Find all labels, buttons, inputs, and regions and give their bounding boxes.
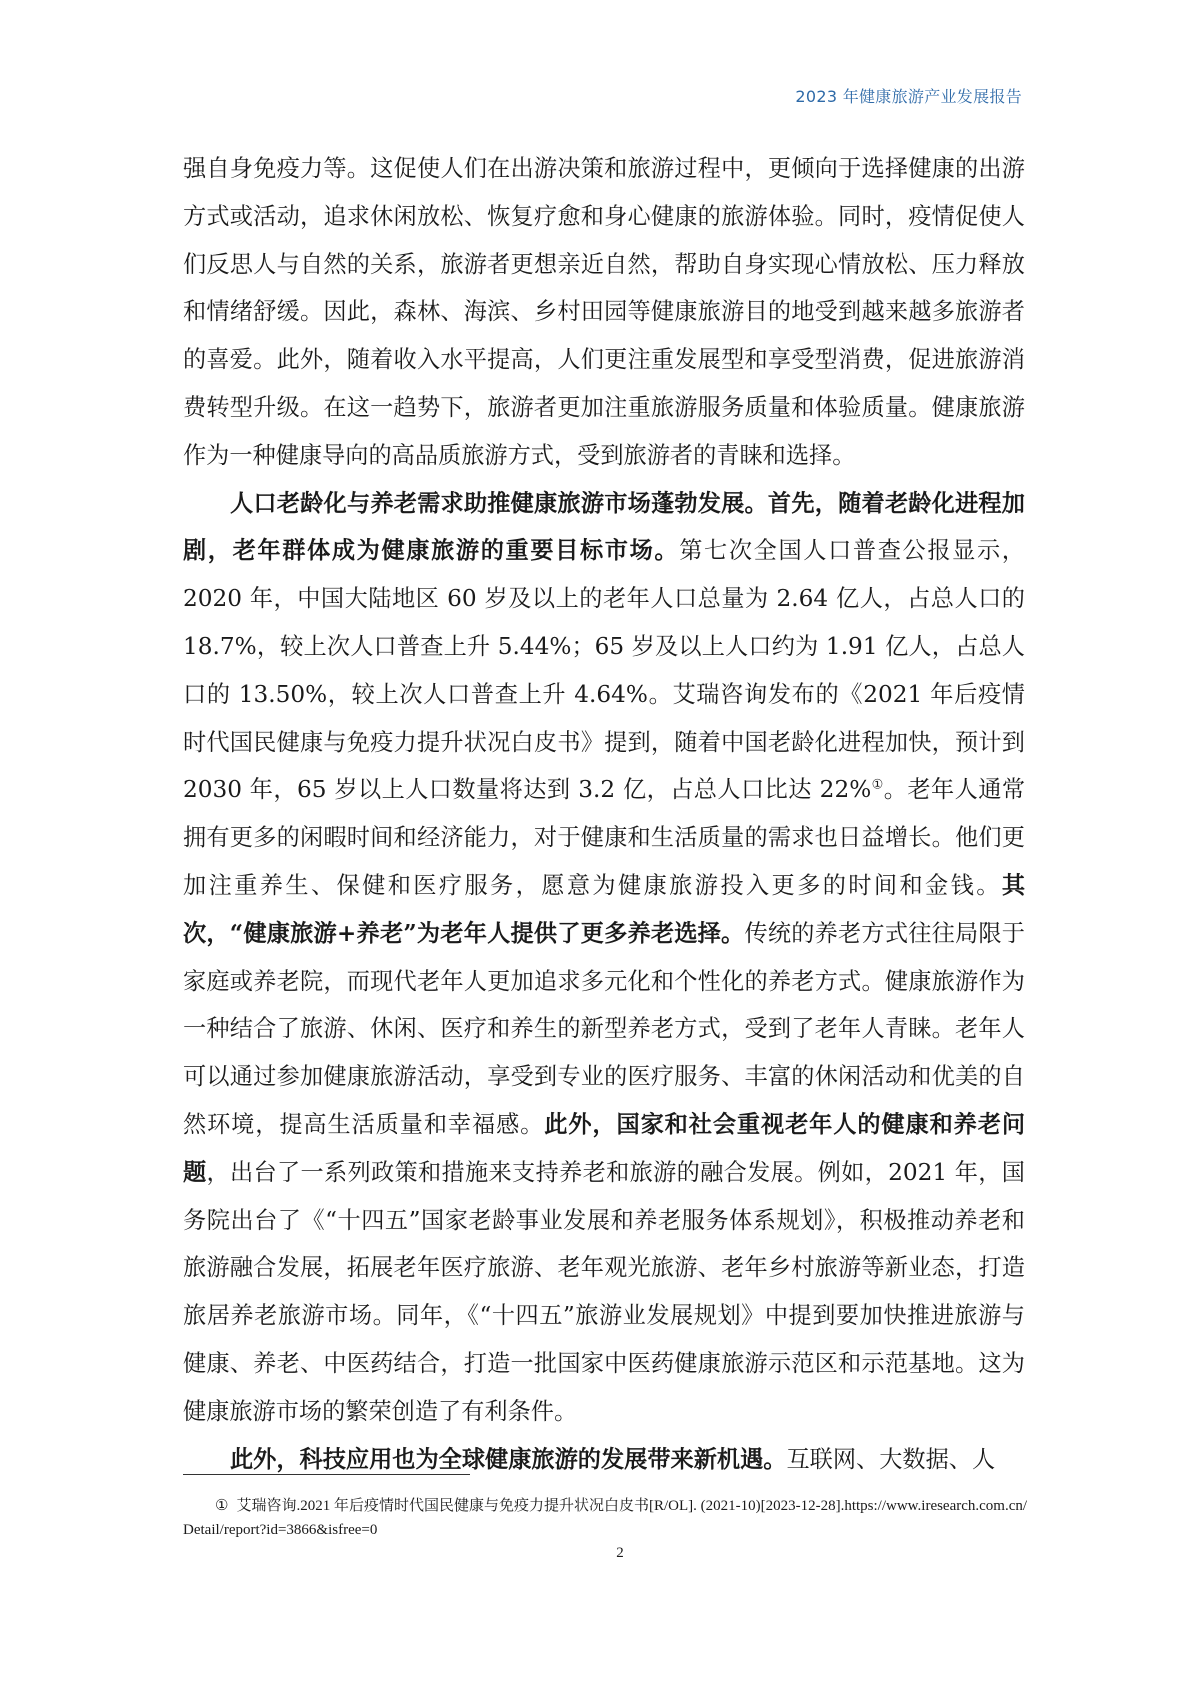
bold-lead-aging: 人口老龄化与养老需求助推健康旅游市场蓬勃发展。首先，随着老龄化进程加剧，老年群体成为健康旅游的重要目标市场。 xyxy=(183,489,1025,565)
footnote xyxy=(183,1494,1028,1542)
text-elderly-needs: 。老年人通常拥有更多的闲暇时间和经济能力，对于健康和生活质量的需求也日益增长。他们更加注重养生、保健和医疗服务，愿意为健康旅游投入更多的时间和金钱。 xyxy=(183,776,1026,899)
bold-lead-elderly-care: 其次，“健康旅游+养老”为老年人提供了更多养老选择。 xyxy=(183,871,1025,947)
body-text xyxy=(183,145,1025,1483)
text-care-options: 传统的养老方式往往局限于家庭或养老院，而现代老年人更加追求多元化和个性化的养老方式。健康旅游作为一种结合了旅游、休闲、医疗和养生的新型养老方式，受到了老年人青睐。老年人可以通过参加健康旅游活动，享受到专业的医疗服务、丰富的休闲活动和优美的自然环境，提高生活质量和幸福感。 xyxy=(183,919,1025,1138)
bold-lead-technology: 此外，科技应用也为全球健康旅游的发展带来新机遇。 xyxy=(230,1445,787,1473)
running-header: 2023 年健康旅游产业发展报告 xyxy=(795,87,1022,106)
footnote-reference[interactable]: ① xyxy=(871,777,884,793)
bold-lead-policy: 此外，国家和社会重视老年人的健康和养老问题 xyxy=(183,1110,1026,1186)
footnote-marker: ① xyxy=(215,1498,229,1514)
footnote-text: 艾瑞咨询.2021 年后疫情时代国民健康与免疫力提升状况白皮书[R/OL]. (2021-10)[2023-12-28].https://www.iresearch.com.cn/Detail/report?id=3866&isfree=0 xyxy=(183,1498,1028,1538)
paragraph-immune-trend: 强自身免疫力等。这促使人们在出游决策和旅游过程中，更倾向于选择健康的出游方式或活动，追求休闲放松、恢复疗愈和身心健康的旅游体验。同时，疫情促使人们反思人与自然的关系，旅游者更想亲近自然，帮助自身实现心情放松、压力释放和情绪舒缓。因此，森林、海滨、乡村田园等健康旅游目的地受到越来越多旅游者的喜爱。此外，随着收入水平提高，人们更注重发展型和享受型消费，促进旅游消费转型升级。在这一趋势下，旅游者更加注重旅游服务质量和体验质量。健康旅游作为一种健康导向的高品质旅游方式，受到旅游者的青睐和选择。 xyxy=(183,155,1025,469)
paragraph-aging-population xyxy=(183,480,1025,1436)
paragraph-technology xyxy=(183,1436,1025,1484)
page-number: 2 xyxy=(616,1545,624,1561)
text-technology: 互联网、大数据、人 xyxy=(786,1445,996,1473)
footnote-divider xyxy=(183,1474,470,1475)
text-census-data: 第七次全国人口普查公报显示，2020 年，中国大陆地区 60 岁及以上的老年人口总量为 2.64 亿人，占总人口的 18.7%，较上次人口普查上升 5.44%；65 岁及以上人口约为 1.91 亿人，占总人口的 13.50%，较上次人口普查上升 4.64%。艾瑞咨询发布的《2021 年后疫情时代国民健康与免疫力提升状况白皮书》提到，随着中国老龄化进程加快，预计到 2030 年，65 岁以上人口数量将达到 3.2 亿，占总人口比达 22% xyxy=(183,537,1025,804)
text-policy-measures: ，出台了一系列政策和措施来支持养老和旅游的融合发展。例如，2021 年，国务院出台了《“十四五”国家老龄事业发展和养老服务体系规划》，积极推动养老和旅游融合发展，拓展老年医疗旅游、老年观光旅游、老年乡村旅游等新业态，打造旅居养老旅游市场。同年，《“十四五”旅游业发展规划》中提到要加快推进旅游与健康、养老、中医药结合，打造一批国家中医药健康旅游示范区和示范基地。这为健康旅游市场的繁荣创造了有利条件。 xyxy=(183,1158,1025,1425)
